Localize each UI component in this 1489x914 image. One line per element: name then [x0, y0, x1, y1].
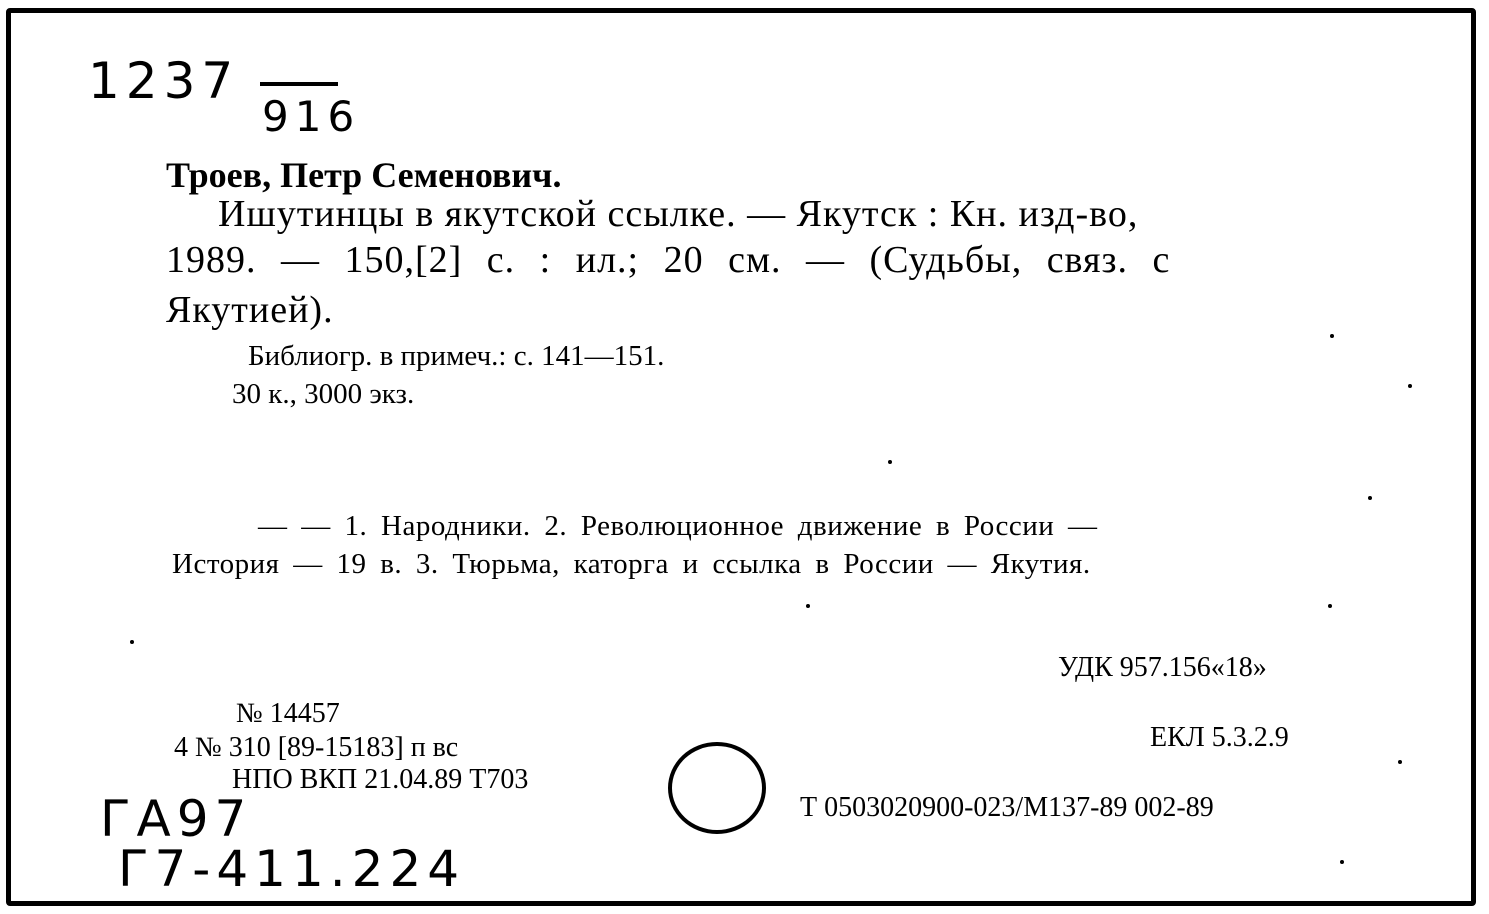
handwritten-code-2: Г7-411.224 — [118, 840, 466, 898]
handwritten-code-1: ГА97 — [100, 790, 253, 848]
scan-speck — [1328, 604, 1332, 608]
scan-speck — [1398, 760, 1402, 764]
fraction-line — [260, 82, 338, 86]
scan-speck — [1330, 334, 1334, 338]
udk-code: УДК 957.156«18» — [1058, 652, 1267, 683]
order-line: 4 № 310 [89-15183] п вс — [174, 732, 459, 763]
title-line-3: Якутией). — [166, 289, 334, 331]
ekl-code: ЕКЛ 5.3.2.9 — [1150, 722, 1289, 753]
handwritten-denominator: 916 — [262, 92, 361, 141]
handwritten-number: 1237 — [88, 52, 240, 110]
scan-speck — [888, 460, 892, 464]
price-note: 30 к., 3000 экз. — [232, 378, 415, 410]
scan-speck — [130, 640, 134, 644]
scan-speck — [1368, 496, 1372, 500]
subjects-line-1: — — 1. Народники. 2. Революционное движение в России — — [258, 510, 1098, 542]
author-heading: Троев, Петр Семенович. — [166, 155, 562, 195]
subjects-line-2: История — 19 в. 3. Тюрьма, каторга и ссылка в России — Якутия. — [172, 548, 1091, 580]
title-line-1: Ишутинцы в якутской ссылке. — Якутск : Кн. изд-во, — [218, 193, 1139, 235]
catalog-code: Т 0503020900-023/М137-89 002-89 — [800, 792, 1214, 823]
npo-line: НПО ВКП 21.04.89 Т703 — [232, 764, 529, 795]
bibliography-note: Библиогр. в примеч.: с. 141—151. — [248, 340, 665, 372]
scan-speck — [806, 604, 810, 608]
scan-speck — [1340, 860, 1344, 864]
circle-mark — [668, 742, 766, 834]
record-number: № 14457 — [236, 698, 340, 729]
scan-speck — [1408, 384, 1412, 388]
title-line-2: 1989. — 150,[2] с. : ил.; 20 см. — (Судьбы, связ. с — [166, 239, 1171, 281]
